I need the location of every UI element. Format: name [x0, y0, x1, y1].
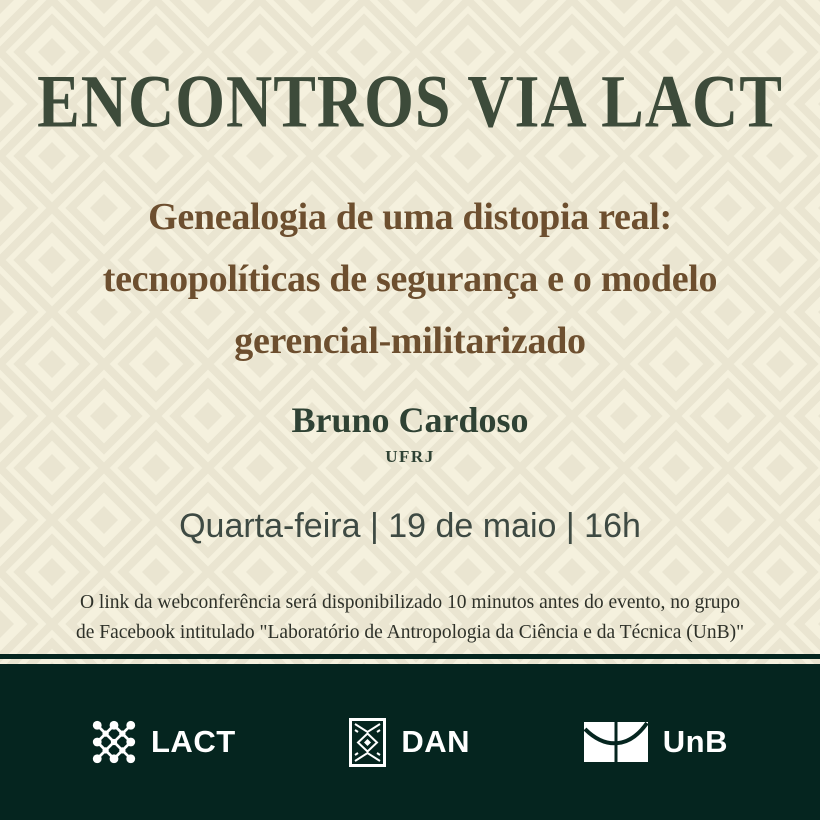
talk-title-line-3: gerencial-militarizado — [234, 320, 586, 362]
logo-unb — [584, 720, 728, 764]
speaker-name: Bruno Cardoso — [291, 400, 529, 440]
logo-dan — [349, 718, 470, 767]
logo-unb-label: UnB — [662, 724, 728, 759]
speaker-affiliation: UFRJ — [385, 447, 435, 466]
logo-lact — [92, 720, 236, 764]
logo-lact-label: LACT — [151, 724, 236, 759]
series-title: ENCONTROS VIA LACT — [37, 59, 783, 143]
logo-dan-label: DAN — [401, 724, 471, 759]
footer-bar — [0, 664, 820, 820]
note-line-2: de Facebook intitulado "Laboratório de Antropologia da Ciência e da Técnica (UnB)" — [75, 622, 745, 643]
divider-line — [0, 654, 820, 659]
unb-shield-icon — [584, 720, 648, 764]
note-line-1: O link da webconferência será disponibilizado 10 minutos antes do evento, no grupo — [79, 592, 741, 613]
talk-title-line-1: Genealogia de uma distopia real: — [148, 196, 672, 238]
dan-pattern-icon — [349, 718, 386, 767]
event-schedule: Quarta-feira | 19 de maio | 16h — [179, 507, 641, 545]
webconference-note — [0, 588, 820, 648]
lact-network-icon — [92, 720, 136, 764]
talk-title — [0, 186, 820, 372]
talk-title-line-2: tecnopolíticas de segurança e o modelo — [102, 258, 718, 300]
